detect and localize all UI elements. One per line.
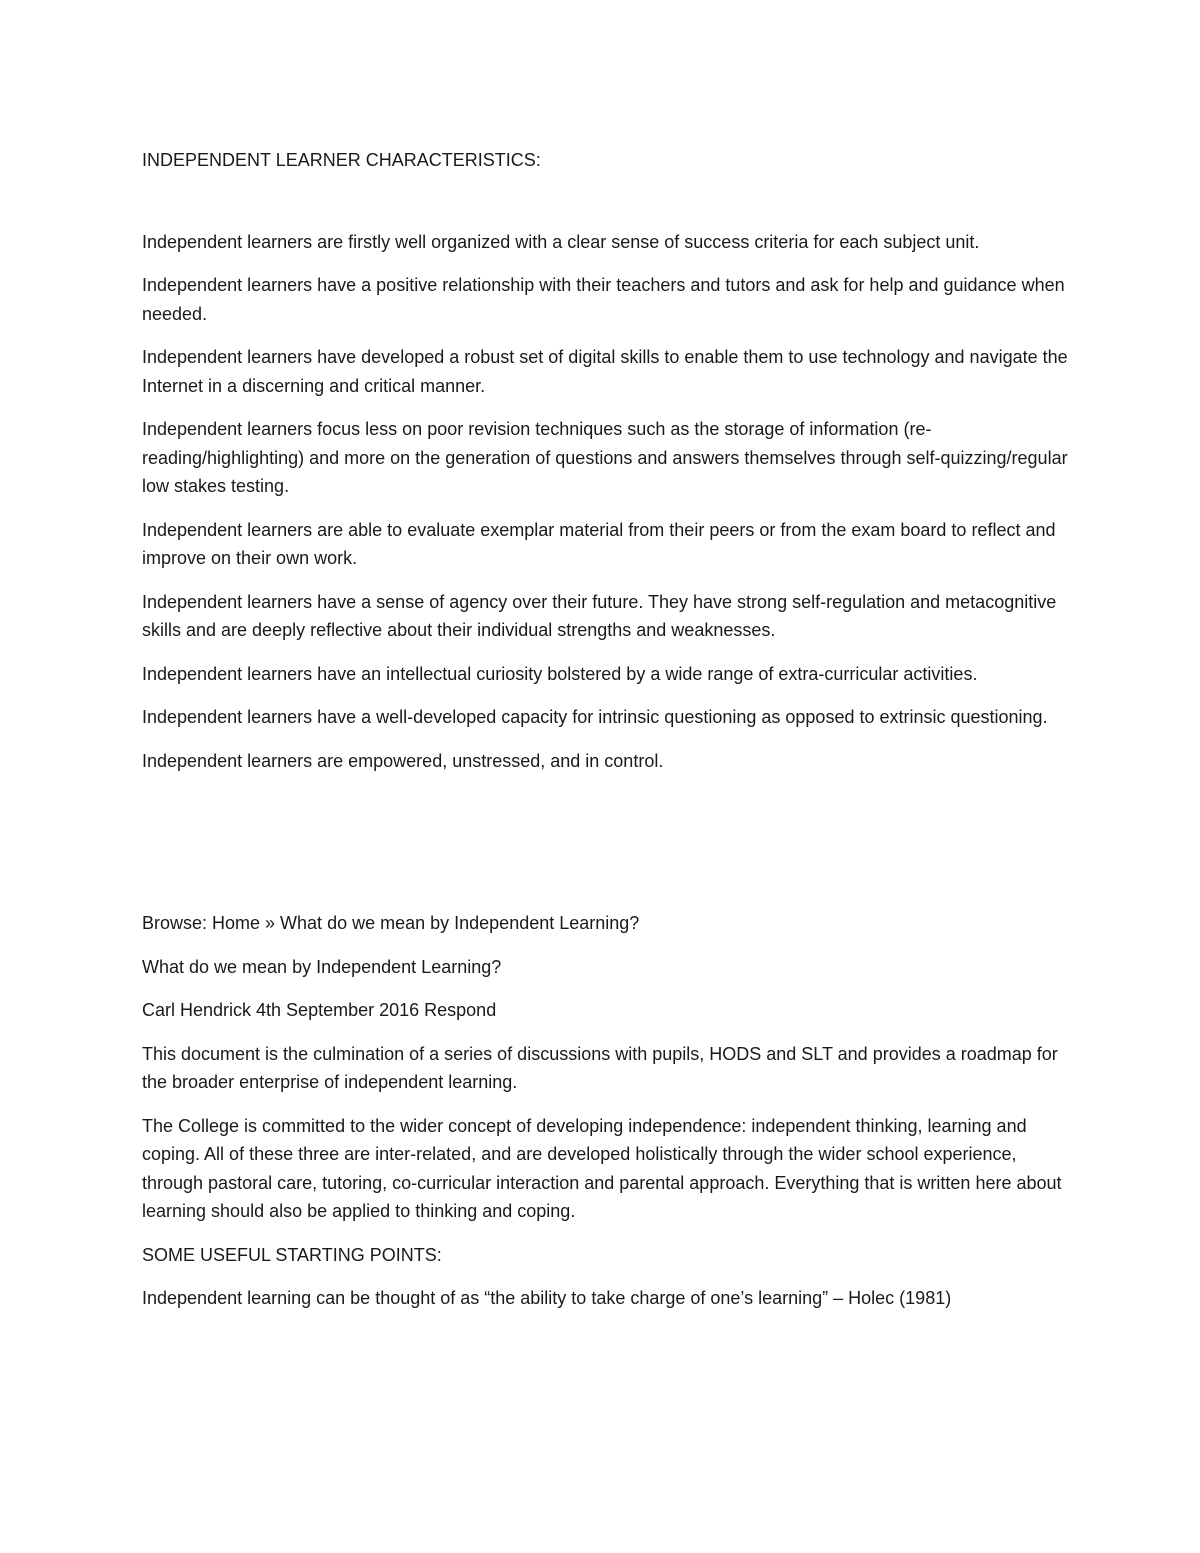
holec-quote: Independent learning can be thought of as “the ability to take charge of one’s learning” – Holec (1981) xyxy=(142,1288,952,1308)
characteristic-item-3: Independent learners have developed a robust set of digital skills to enable them to use technology and navigate the Internet in a discerning and critical manner. xyxy=(142,347,1068,396)
characteristic-item-6: Independent learners have a sense of agency over their future. They have strong self-regulation and metacognitive skills and are deeply reflective about their individual strengths and weaknesses. xyxy=(142,591,1057,640)
document-body xyxy=(142,146,1072,1328)
characteristics-heading: INDEPENDENT LEARNER CHARACTERISTICS: xyxy=(142,150,541,170)
characteristic-item-2: Independent learners have a positive relationship with their teachers and tutors and ask for help and guidance when needed. xyxy=(142,275,1065,324)
article-title: What do we mean by Independent Learning? xyxy=(142,956,502,977)
characteristic-item-9: Independent learners are empowered, unstressed, and in control. xyxy=(142,750,664,771)
breadcrumb: Browse: Home » What do we mean by Independent Learning? xyxy=(142,913,640,933)
article-commitment: The College is committed to the wider concept of developing independence: independent thinking, learning and coping. All of these three are inter-related, and are developed holistically through the wider school experience, through pastoral care, tutoring, co-curricular interaction and parental approach. Everything that is written here about learning should also be applied to thinking and coping. xyxy=(142,1115,1062,1221)
characteristic-item-5: Independent learners are able to evaluate exemplar material from their peers or from the exam board to reflect and improve on their own work. xyxy=(142,519,1056,568)
article-intro: This document is the culmination of a series of discussions with pupils, HODS and SLT and provides a roadmap for the broader enterprise of independent learning. xyxy=(142,1043,1058,1092)
characteristic-item-4: Independent learners focus less on poor revision techniques such as the storage of information (re-reading/highlighting) and more on the generation of questions and answers themselves through self-quizzing/regular low stakes testing. xyxy=(142,419,1068,496)
starting-points-heading: SOME USEFUL STARTING POINTS: xyxy=(142,1244,442,1265)
characteristic-item-8: Independent learners have a well-developed capacity for intrinsic questioning as opposed to extrinsic questioning. xyxy=(142,707,1048,727)
characteristic-item-7: Independent learners have an intellectual curiosity bolstered by a wide range of extra-curricular activities. xyxy=(142,663,978,684)
article-byline: Carl Hendrick 4th September 2016 Respond xyxy=(142,1000,497,1020)
characteristic-item-1: Independent learners are firstly well organized with a clear sense of success criteria for each subject unit. xyxy=(142,231,980,252)
